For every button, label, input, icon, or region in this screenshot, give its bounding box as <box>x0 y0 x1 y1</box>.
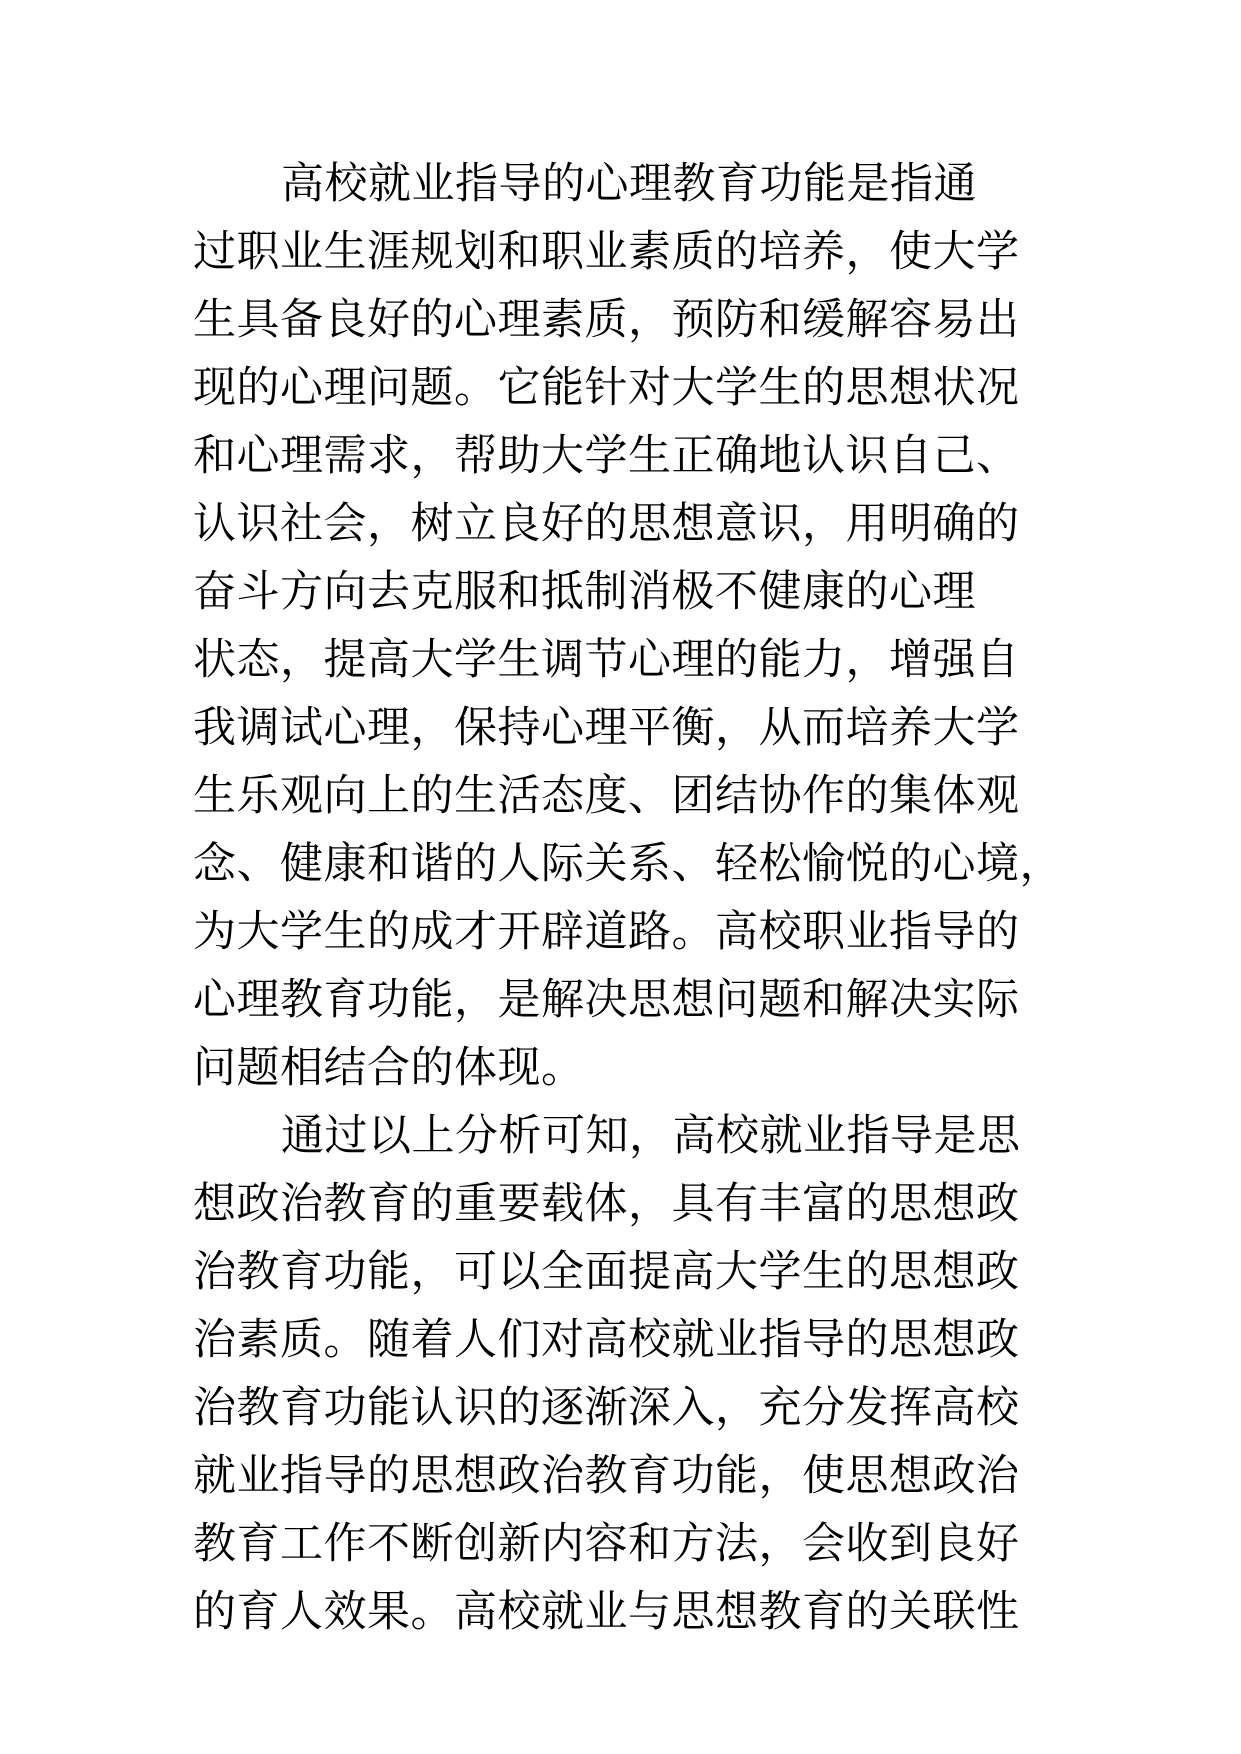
text-line: 的育人效果。高校就业与思想教育的关联性 <box>193 1587 1020 1637</box>
body-text <box>193 150 1093 1646</box>
paragraph-1 <box>193 150 1093 1102</box>
text-line: 念、健康和谐的人际关系、轻松愉悦的心境， <box>193 839 1063 889</box>
text-line: 和心理需求，帮助大学生正确地认识自己、 <box>193 431 1020 481</box>
text-line: 为大学生的成才开辟道路。高校职业指导的 <box>193 907 1020 957</box>
paragraph-2 <box>193 1102 1093 1646</box>
text-line: 通过以上分析可知，高校就业指导是思 <box>281 1111 1021 1161</box>
text-line: 治教育功能认识的逐渐深入，充分发挥高校 <box>193 1383 1020 1433</box>
text-line: 高校就业指导的心理教育功能是指通 <box>281 159 977 209</box>
text-line: 教育工作不断创新内容和方法，会收到良好 <box>193 1519 1020 1569</box>
text-line: 治素质。随着人们对高校就业指导的思想政 <box>193 1315 1020 1365</box>
text-line: 问题相结合的体现。 <box>193 1043 585 1093</box>
text-line: 生具备良好的心理素质，预防和缓解容易出 <box>193 295 1020 345</box>
text-line: 就业指导的思想政治教育功能，使思想政治 <box>193 1451 1020 1501</box>
text-line: 状态，提高大学生调节心理的能力，增强自 <box>193 635 1020 685</box>
text-line: 我调试心理，保持心理平衡，从而培养大学 <box>193 703 1020 753</box>
text-line: 奋斗方向去克服和抵制消极不健康的心理 <box>193 567 976 617</box>
text-line: 认识社会，树立良好的思想意识，用明确的 <box>193 499 1020 549</box>
text-line: 过职业生涯规划和职业素质的培养，使大学 <box>193 227 1020 277</box>
text-line: 想政治教育的重要载体，具有丰富的思想政 <box>193 1179 1020 1229</box>
text-line: 现的心理问题。它能针对大学生的思想状况 <box>193 363 1020 413</box>
text-line: 治教育功能，可以全面提高大学生的思想政 <box>193 1247 1020 1297</box>
text-line: 心理教育功能，是解决思想问题和解决实际 <box>193 975 1020 1025</box>
text-line: 生乐观向上的生活态度、团结协作的集体观 <box>193 771 1020 821</box>
